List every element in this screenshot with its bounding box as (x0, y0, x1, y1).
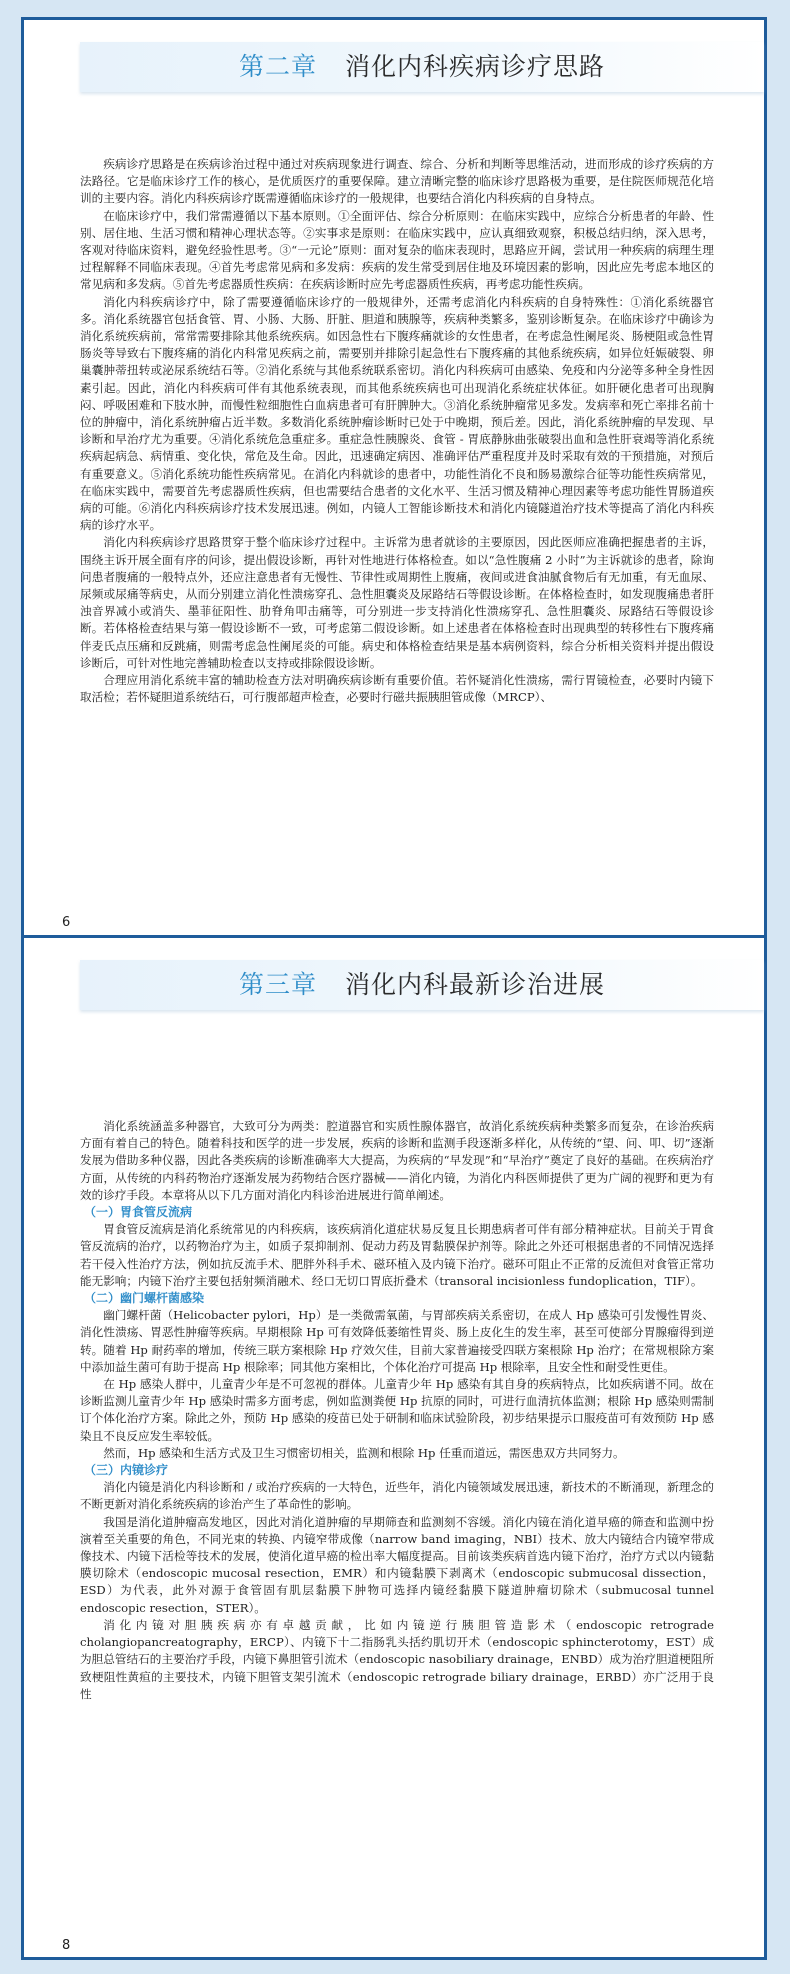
chapter-banner (80, 42, 764, 92)
paragraph: 在临床诊疗中，我们常需遵循以下基本原则。①全面评估、综合分析原则：在临床实践中，应综合分析患者的年龄、性别、居住地、生活习惯和精神心理状态等。②实事求是原则：在临床实践中，应认真细致观察，积极总结归纳，深入思考，客观对待临床资料，避免经验性思考。③“一元论”原则：面对复杂的临床表现时，思路应开阔，尝试用一种疾病的病理生理过程解释不同临床表现。④首先考虑常见病和多发病：疾病的发生常受到居住地及环境因素的影响，因此应先考虑本地区的常见病和多发病。⑤首先考虑器质性疾病：在疾病诊断时应先考虑器质性疾病，再考虑功能性疾病。 (80, 208, 714, 292)
page-number: 8 (62, 1938, 71, 1953)
section-heading: （一）胃食管反流病 (84, 1205, 193, 1220)
section-heading: （二）幽门螺杆菌感染 (84, 1291, 205, 1306)
paragraph: 消化内镜是消化内科诊断和 / 或治疗疾病的一大特色，近些年，消化内镜领域发展迅速，新技术的不断涌现，新理念的不断更新对消化系统疾病的诊治产生了革命性的影响。 (80, 1480, 714, 1512)
paragraph: 消化系统涵盖多种器官，大致可分为两类：腔道器官和实质性腺体器官，故消化系统疾病种类繁多而复杂，在诊治疾病方面有着自己的特色。随着科技和医学的进一步发展，疾病的诊断和监测手段逐渐多样化，从传统的“望、问、叩、切”逐渐发展为借助多种仪器，因此各类疾病的诊断准确率大大提高，为疾病的“早发现”和“早治疗”奠定了良好的基础。在疾病治疗方面，从传统的内科药物治疗逐渐发展为药物结合医疗器械——消化内镜，为消化内科医师提供了更为广阔的视野和更为有效的诊疗手段。本章将从以下几方面对消化内科诊治进展进行简单阐述。 (80, 1119, 714, 1202)
paragraph: 然而，Hp 感染和生活方式及卫生习惯密切相关，监测和根除 Hp 任重而道远，需医患双方共同努力。 (103, 1445, 625, 1460)
paragraph: 合理应用消化系统丰富的辅助检查方法对明确疾病诊断有重要价值。若怀疑消化性溃疡，需行胃镜检查，必要时内镜下取活检；若怀疑胆道系统结石，可行腹部超声检查，必要时行磁共振胰胆管成像（MRCP）、 (80, 673, 714, 705)
chapter-number: 第三章 (238, 970, 317, 999)
chapter-banner (80, 960, 764, 1010)
paragraph: 疾病诊疗思路是在疾病诊治过程中通过对疾病现象进行调查、综合、分析和判断等思维活动，进而形成的诊疗疾病的方法路径。它是临床诊疗工作的核心，是优质医疗的重要保障。建立清晰完整的临床诊疗思路极为重要，是住院医师规范化培训的主要内容。消化内科疾病诊疗既需遵循临床诊疗的一般规律，也要结合消化内科疾病的自身特点。 (80, 157, 714, 206)
book-page-6 (21, 17, 767, 939)
paragraph: 消化内镜对胆胰疾病亦有卓越贡献，比如内镜逆行胰胆管造影术（endoscopic retrograde cholangiopancreatography，ERCP）、内镜下十二指肠乳头括约肌切开术（endoscopic sphincterotomy，EST）成为胆总管结石的主要治疗手段，内镜下鼻胆管引流术（endoscopic nasobiliary drainage，ENBD）成为治疗胆道梗阻所致梗阻性黄疸的主要技术，内镜下胆管支架引流术（endoscopic retrograde biliary drainage，ERBD）亦广泛用于良性 (80, 1617, 714, 1701)
paragraph: 幽门螺杆菌（Helicobacter pylori，Hp）是一类微需氧菌，与胃部疾病关系密切，在成人 Hp 感染可引发慢性胃炎、消化性溃疡、胃恶性肿瘤等疾病。早期根除 Hp 可有效降低萎缩性胃炎、肠上皮化生的发生率，甚至可使部分胃腺瘤得到逆转。随着 Hp 耐药率的增加，传统三联方案根除 Hp 疗效欠佳，目前大家普遍接受四联方案根除 Hp 治疗；在常规根除方案中添加益生菌可有助于提高 Hp 根除率；同其他方案相比，个体化治疗可提高 Hp 根除率，且安全性和耐受性更佳。 (80, 1308, 714, 1374)
chapter-title: 消化内科疾病诊疗思路 (345, 52, 606, 81)
paragraph: 消化内科疾病诊疗中，除了需要遵循临床诊疗的一般规律外，还需考虑消化内科疾病的自身特殊性：①消化系统器官多。消化系统器官包括食管、胃、小肠、大肠、肝脏、胆道和胰腺等，疾病种类繁多，鉴别诊断复杂。在临床诊疗中确诊为消化系统疾病前，常常需要排除其他系统疾病。如因急性右下腹疼痛就诊的女性患者，在考虑急性阑尾炎、肠梗阻或急性胃肠炎等导致右下腹疼痛的消化内科常见疾病之前，需要别并排除引起急性右下腹疼痛的其他系统疾病，如异位妊娠破裂、卵巢囊肿蒂扭转或泌尿系统结石等。②消化系统与其他系统联系密切。消化内科疾病可由感染、免疫和内分泌等多种全身性因素引起。因此，消化内科疾病可伴有其他系统表现，而其他系统疾病也可出现消化系统症状体征。如肝硬化患者可出现胸闷、呼吸困难和下肢水肿，而慢性粒细胞性白血病患者可有肝脾肿大。③消化系统肿瘤常见多发。发病率和死亡率排名前十位的肿瘤中，消化系统肿瘤占近半数。多数消化系统肿瘤诊断时已处于中晚期，预后差。因此，消化系统肿瘤的早发现、早诊断和早治疗尤为重要。④消化系统危急重症多。重症急性胰腺炎、食管 - 胃底静脉曲张破裂出血和急性肝衰竭等消化系统疾病起病急、病情重、变化快，常危及生命。因此，迅速确定病因、准确评估严重程度并及时采取有效的干预措施，对预后有重要意义。⑤消化系统功能性疾病常见。在消化内科就诊的患者中，功能性消化不良和肠易激综合征等功能性疾病常见，在临床实践中，需要首先考虑器质性疾病，但也需要结合患者的文化水平、生活习惯及精神心理因素等考虑功能性胃肠道疾病的可能。⑥消化内科疾病诊疗技术发展迅速。例如，内镜人工智能诊断技术和消化内镜隧道治疗技术等提高了消化内科疾病的诊疗水平。 (80, 294, 714, 533)
page-body (80, 156, 714, 707)
paragraph: 在 Hp 感染人群中，儿童青少年是不可忽视的群体。儿童青少年 Hp 感染有其自身的疾病特点，比如疾病谱不同。故在诊断监测儿童青少年 Hp 感染时需多方面考虑，例如监测粪便 Hp 抗原的同时，可进行血清抗体监测；根除 Hp 感染则需制订个体化治疗方案。除此之外，预防 Hp 感染的疫苗已处于研制和临床试验阶段，初步结果提示口服疫苗可有效预防 Hp 感染且不良反应发生率较低。 (80, 1377, 714, 1443)
chapter-number: 第二章 (238, 52, 317, 81)
chapter-title: 消化内科最新诊治进展 (345, 970, 606, 999)
book-page-8 (21, 935, 767, 1960)
paragraph: 我国是消化道肿瘤高发地区，因此对消化道肿瘤的早期筛查和监测刻不容缓。消化内镜在消化道早癌的筛查和监测中扮演着至关重要的角色，不同光束的转换、内镜窄带成像（narrow band imaging，NBI）技术、放大内镜结合内镜窄带成像技术、内镜下活检等技术的发展，使消化道早癌的检出率大幅度提高。目前该类疾病首选内镜下治疗，治疗方式以内镜黏膜切除术（endoscopic mucosal resection，EMR）和内镜黏膜下剥离术（endoscopic submucosal dissection，ESD）为代表，此外对源于食管固有肌层黏膜下肿物可选择内镜经黏膜下隧道肿瘤切除术（submucosal tunnel endoscopic resection，STER）。 (80, 1514, 714, 1615)
page-number: 6 (62, 915, 71, 930)
paragraph: 胃食管反流病是消化系统常见的内科疾病，该疾病消化道症状易反复且长期患病者可伴有部分精神症状。目前关于胃食管反流病的治疗，以药物治疗为主，如质子泵抑制剂、促动力药及胃黏膜保护剂等。除此之外还可根据患者的不同情况选择若干侵入性治疗方法，例如抗反流手术、肥胖外科手术、磁环植入及内镜下治疗。磁环可阻止不正常的反流但对食管正常功能无影响；内镜下治疗主要包括射频消融术、经口无切口胃底折叠术（transoral incisionless fundoplication，TIF）。 (80, 1222, 714, 1288)
section-heading: （三）内镜诊疗 (84, 1463, 169, 1478)
paragraph: 消化内科疾病诊疗思路贯穿于整个临床诊疗过程中。主诉常为患者就诊的主要原因，因此医师应准确把握患者的主诉，围绕主诉开展全面有序的问诊，提出假设诊断，再针对性地进行体格检查。如以“急性腹痛 2 小时”为主诉就诊的患者，除询问患者腹痛的一般特点外，还应注意患者有无慢性、节律性或周期性上腹痛，夜间或进食油腻食物后有无加重，有无血尿、尿频或尿痛等病史，从而分别建立消化性溃疡穿孔、急性胆囊炎及尿路结石等假设诊断。在体格检查时，如发现腹痛患者肝浊音界减小或消失、墨菲征阳性、肋脊角叩击痛等，可分别进一步支持消化性溃疡穿孔、急性胆囊炎、尿路结石等假设诊断。若体格检查结果与第一假设诊断不一致，可考虑第二假设诊断。如上述患者在体格检查时出现典型的转移性右下腹疼痛伴麦氏点压痛和反跳痛，则需考虑急性阑尾炎的可能。病史和体格检查结果是基本病例资料，综合分析相关资料并提出假设诊断后，可针对性地完善辅助检查以支持或排除假设诊断。 (80, 535, 714, 670)
page-body (80, 1118, 714, 1703)
